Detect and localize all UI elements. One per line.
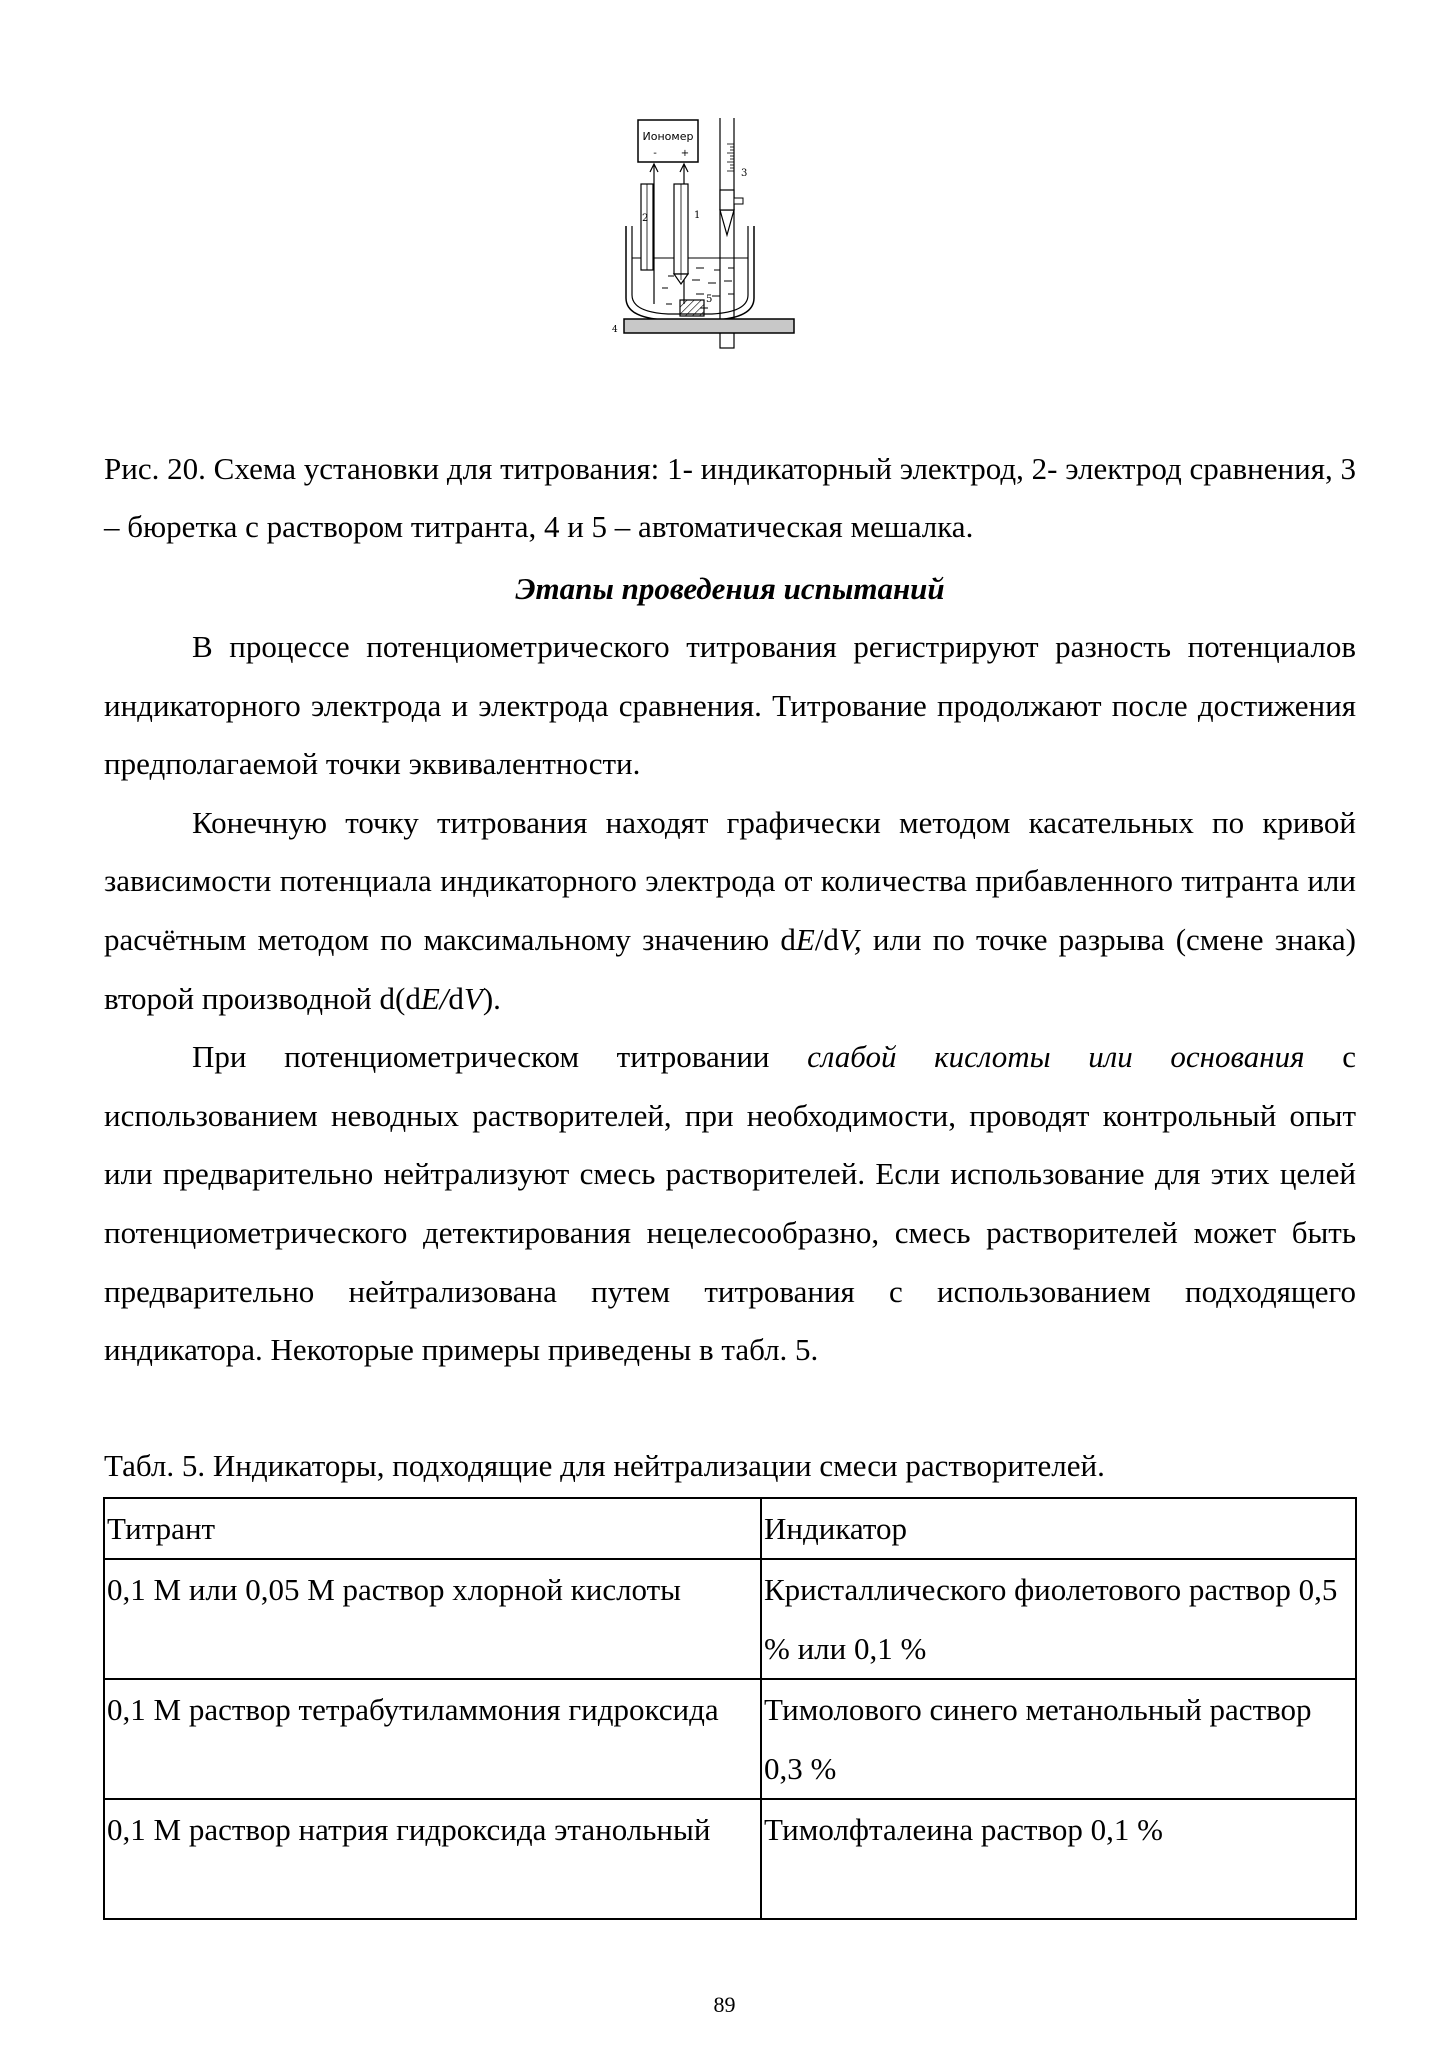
ionomer-label: Иономер <box>642 130 694 143</box>
page-number: 89 <box>713 1992 736 2017</box>
label-4: 4 <box>612 325 618 335</box>
stirrer-bar <box>680 300 704 316</box>
titration-setup-figure <box>600 118 860 428</box>
header-indicator: Индикатор <box>761 1498 1356 1559</box>
burette-stopcock <box>734 198 743 204</box>
paragraph-2 <box>104 794 1356 1028</box>
p2-symbol-v2: V <box>463 980 483 1016</box>
ionomer-minus: - <box>653 148 657 159</box>
titration-setup-diagram <box>600 118 860 428</box>
label-5: 5 <box>706 294 713 305</box>
label-1: 1 <box>694 210 701 221</box>
cell-titrant: 0,1 М или 0,05 М раствор хлорной кислоты <box>104 1559 761 1679</box>
table-row <box>104 1679 1356 1799</box>
figure-caption: Рис. 20. Схема установки для титрования: 1- индикаторный электрод, 2- электрод сравнения, 3 – бюретка с раствором титранта, 4 и 5 – автоматическая мешалка. <box>104 451 1356 544</box>
p2-text-a: Конечную точку титрования находят графически методом касательных по кривой зависимости потенциала индикаторного электрода от количества прибавленного титранта или расчётным методом по максимальному значению d <box>104 804 1356 957</box>
p3-text-a: При потенциометрическом титровании <box>192 1039 808 1075</box>
table-row <box>104 1799 1356 1919</box>
table-header-row <box>104 1498 1356 1559</box>
cell-titrant: 0,1 М раствор натрия гидроксида этанольный <box>104 1799 761 1919</box>
burette-lower <box>720 190 734 210</box>
ionomer-plus: + <box>680 148 690 159</box>
label-2: 2 <box>642 213 649 224</box>
section-heading: Этапы проведения испытаний <box>515 571 945 606</box>
table-caption: Табл. 5. Индикаторы, подходящие для нейтрализации смеси растворителей. <box>104 1448 1105 1483</box>
paragraph-3 <box>104 1028 1356 1380</box>
paragraph-1: В процессе потенциометрического титрования регистрируют разность потенциалов индикаторного электрода и электрода сравнения. Титрование продолжают после достижения предполагаемой точки эквивалентности. <box>104 629 1356 782</box>
header-titrant: Титрант <box>104 1498 761 1559</box>
p3-text-b: с использованием неводных растворителей, при необходимости, проводят контрольный опыт или предварительно нейтрализуют смесь растворителей. Если использование для этих целей потенциометрического детектирования нецелесообразно, смесь растворителей может быть предварительно нейтрализована путем титрования с использованием подходящего индикатора. Некоторые примеры приведены в табл. 5. <box>104 1039 1356 1368</box>
p2-text-d: d <box>448 980 464 1016</box>
p3-italic: слабой кислоты или основания <box>807 1039 1305 1075</box>
cell-indicator: Кристаллического фиолетового раствор 0,5 % или 0,1 % <box>761 1559 1356 1679</box>
p2-symbol-v: V, <box>838 921 862 957</box>
table-row <box>104 1559 1356 1679</box>
label-3: 3 <box>741 168 748 179</box>
body-text <box>104 618 1356 1380</box>
cell-indicator: Тимолового синего метанольный раствор 0,3 % <box>761 1679 1356 1799</box>
p2-text-c: или по точке разрыва (смене знака) второй производной d(d <box>104 921 1356 1016</box>
p2-text-e: ). <box>482 980 501 1016</box>
cell-indicator: Тимолфталеина раствор 0,1 % <box>761 1799 1356 1919</box>
p2-symbol-e: E <box>795 921 815 957</box>
p2-text-b: /d <box>814 921 839 957</box>
cell-titrant: 0,1 М раствор тетрабутиламмония гидроксида <box>104 1679 761 1799</box>
stirrer-plate <box>624 319 794 333</box>
indicators-table <box>103 1497 1357 1920</box>
p2-symbol-e2: E/ <box>420 980 449 1016</box>
